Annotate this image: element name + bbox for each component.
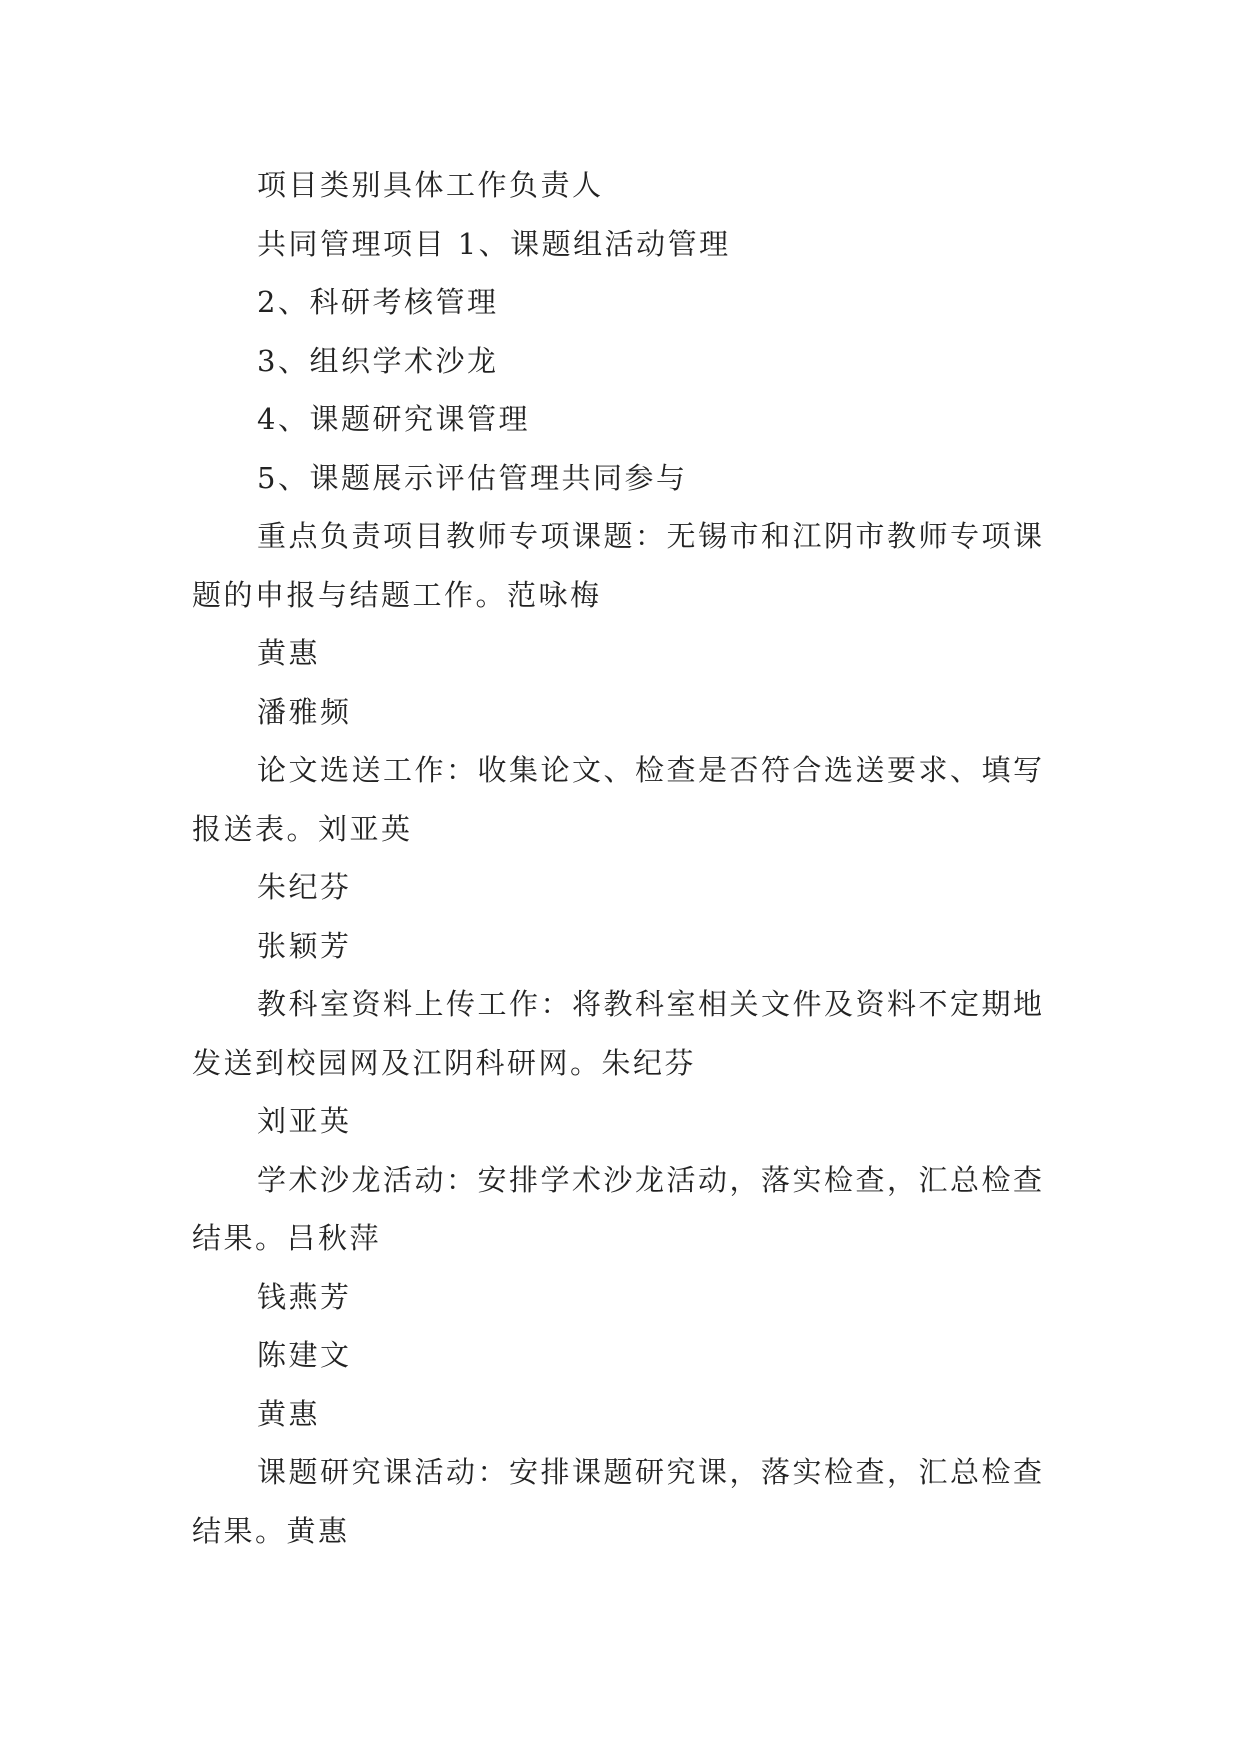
paragraph-research-class: 课题研究课活动：安排课题研究课，落实检查，汇总检查结果。黄惠 bbox=[192, 1455, 1045, 1548]
paragraph-person: 钱燕芳 bbox=[257, 1279, 352, 1314]
paragraph-shared-item-2: 2、科研考核管理 bbox=[257, 285, 499, 319]
paragraph-person: 黄惠 bbox=[257, 636, 321, 670]
paragraph-shared-item-4: 4、课题研究课管理 bbox=[257, 402, 530, 436]
paragraph-person: 潘雅频 bbox=[257, 694, 352, 729]
paragraph-shared-item-3: 3、组织学术沙龙 bbox=[257, 343, 499, 378]
paragraph-header: 项目类别具体工作负责人 bbox=[257, 168, 604, 202]
paragraph-upload-work: 教科室资料上传工作：将教科室相关文件及资料不定期地发送到校园网及江阴科研网。朱纪芬 bbox=[192, 987, 1045, 1080]
paragraph-teacher-project: 重点负责项目教师专项课题：无锡市和江阴市教师专项课题的申报与结题工作。范咏梅 bbox=[192, 519, 1045, 612]
paragraph-person: 刘亚英 bbox=[257, 1104, 352, 1138]
paragraph-salon-activity: 学术沙龙活动：安排学术沙龙活动，落实检查，汇总检查结果。吕秋萍 bbox=[192, 1162, 1045, 1255]
paragraph-person: 朱纪芬 bbox=[257, 870, 352, 904]
document-body bbox=[192, 156, 1056, 1560]
paragraph-person: 张颖芳 bbox=[257, 928, 352, 963]
paragraph-shared-item-1: 共同管理项目 1、课题组活动管理 bbox=[257, 226, 731, 261]
paragraph-paper-selection: 论文选送工作：收集论文、检查是否符合选送要求、填写报送表。刘亚英 bbox=[192, 753, 1045, 846]
paragraph-person: 黄惠 bbox=[257, 1396, 321, 1431]
paragraph-person: 陈建文 bbox=[257, 1338, 352, 1372]
paragraph-shared-item-5: 5、课题展示评估管理共同参与 bbox=[257, 460, 688, 495]
